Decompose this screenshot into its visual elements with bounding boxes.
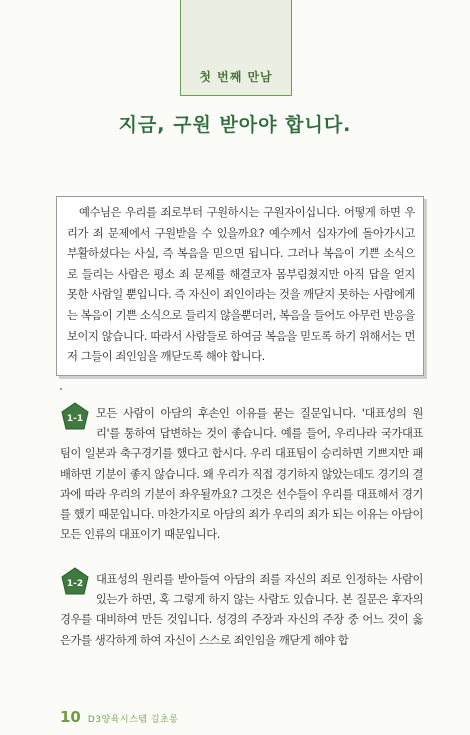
badge-label: 1-1 (66, 414, 84, 424)
badge-label: 1-2 (66, 579, 84, 589)
chapter-tab-label: 첫 번째 만남 (199, 70, 273, 84)
answer-paragraph (60, 570, 423, 686)
chapter-tab (180, 0, 292, 96)
answer-paragraph (60, 404, 423, 569)
answer-text: 대표성의 원리를 받아들여 아담의 죄를 자신의 죄로 인정하는 사람이 있는가 하면, 혹 그렇게 하지 않는 사람도 있습니다. 본 질문은 후자의 경우를 대비하여 만든 것입니다. 성경의 주장과 자신의 주장 중 어느 것이 옳은가를 생각하게 하여 자신이 스스로 죄인임을 깨닫게 해야 합 (60, 573, 423, 647)
divider-dot (60, 388, 62, 390)
intro-text: 예수님은 우리를 죄로부터 구원하시는 구원자이십니다. 어떻게 하면 우리가 죄 문제에서 구원받을 수 있을까요? 예수께서 십자가에 돌아가시고 부활하셨다는 사실, 즉 복음을 믿으면 됩니다. 그러나 복음이 기쁜 소식으로 들리는 사람은 평소 죄 문제를 해결코자 몸부림쳤지만 아직 답을 얻지 못한 사람일 뿐입니다. 즉 자신이 죄인이라는 것을 깨닫지 못하는 사람에게는 복음이 기쁜 소식으로 들리지 않을뿐더러, 복음을 들어도 아무런 반응을 보이지 않습니다. 따라서 사람들로 하여금 복음을 믿도록 하기 위해서는 먼저 그들이 죄인임을 깨닫도록 해야 합니다. (67, 206, 415, 364)
page-footer (60, 708, 178, 726)
page-title: 지금, 구원 받아야 합니다. (118, 114, 352, 136)
answer-text: 모든 사람이 아담의 후손인 이유를 묻는 질문입니다. '대표성의 원리'를 통하여 답변하는 것이 좋습니다. 예를 들어, 우리나라 국가대표팀이 일본과 축구경기를 했다고 합시다. 우리 대표팀이 승리하면 기쁘지만 패배하면 기분이 좋지 않습니다. 왜 우리가 직접 경기하지 않았는데도 경기의 결과에 따라 우리의 기분이 좌우될까요? 그것은 선수들이 우리를 대표해서 경기를 했기 때문입니다. 마찬가지로 아담의 죄가 우리의 죄가 되는 이유는 아담이 모든 인류의 대표이기 때문입니다. (60, 407, 423, 542)
book-title: D3양육시스템 길초롱 (87, 715, 179, 725)
page-number: 10 (60, 708, 81, 726)
intro-box (56, 196, 424, 376)
